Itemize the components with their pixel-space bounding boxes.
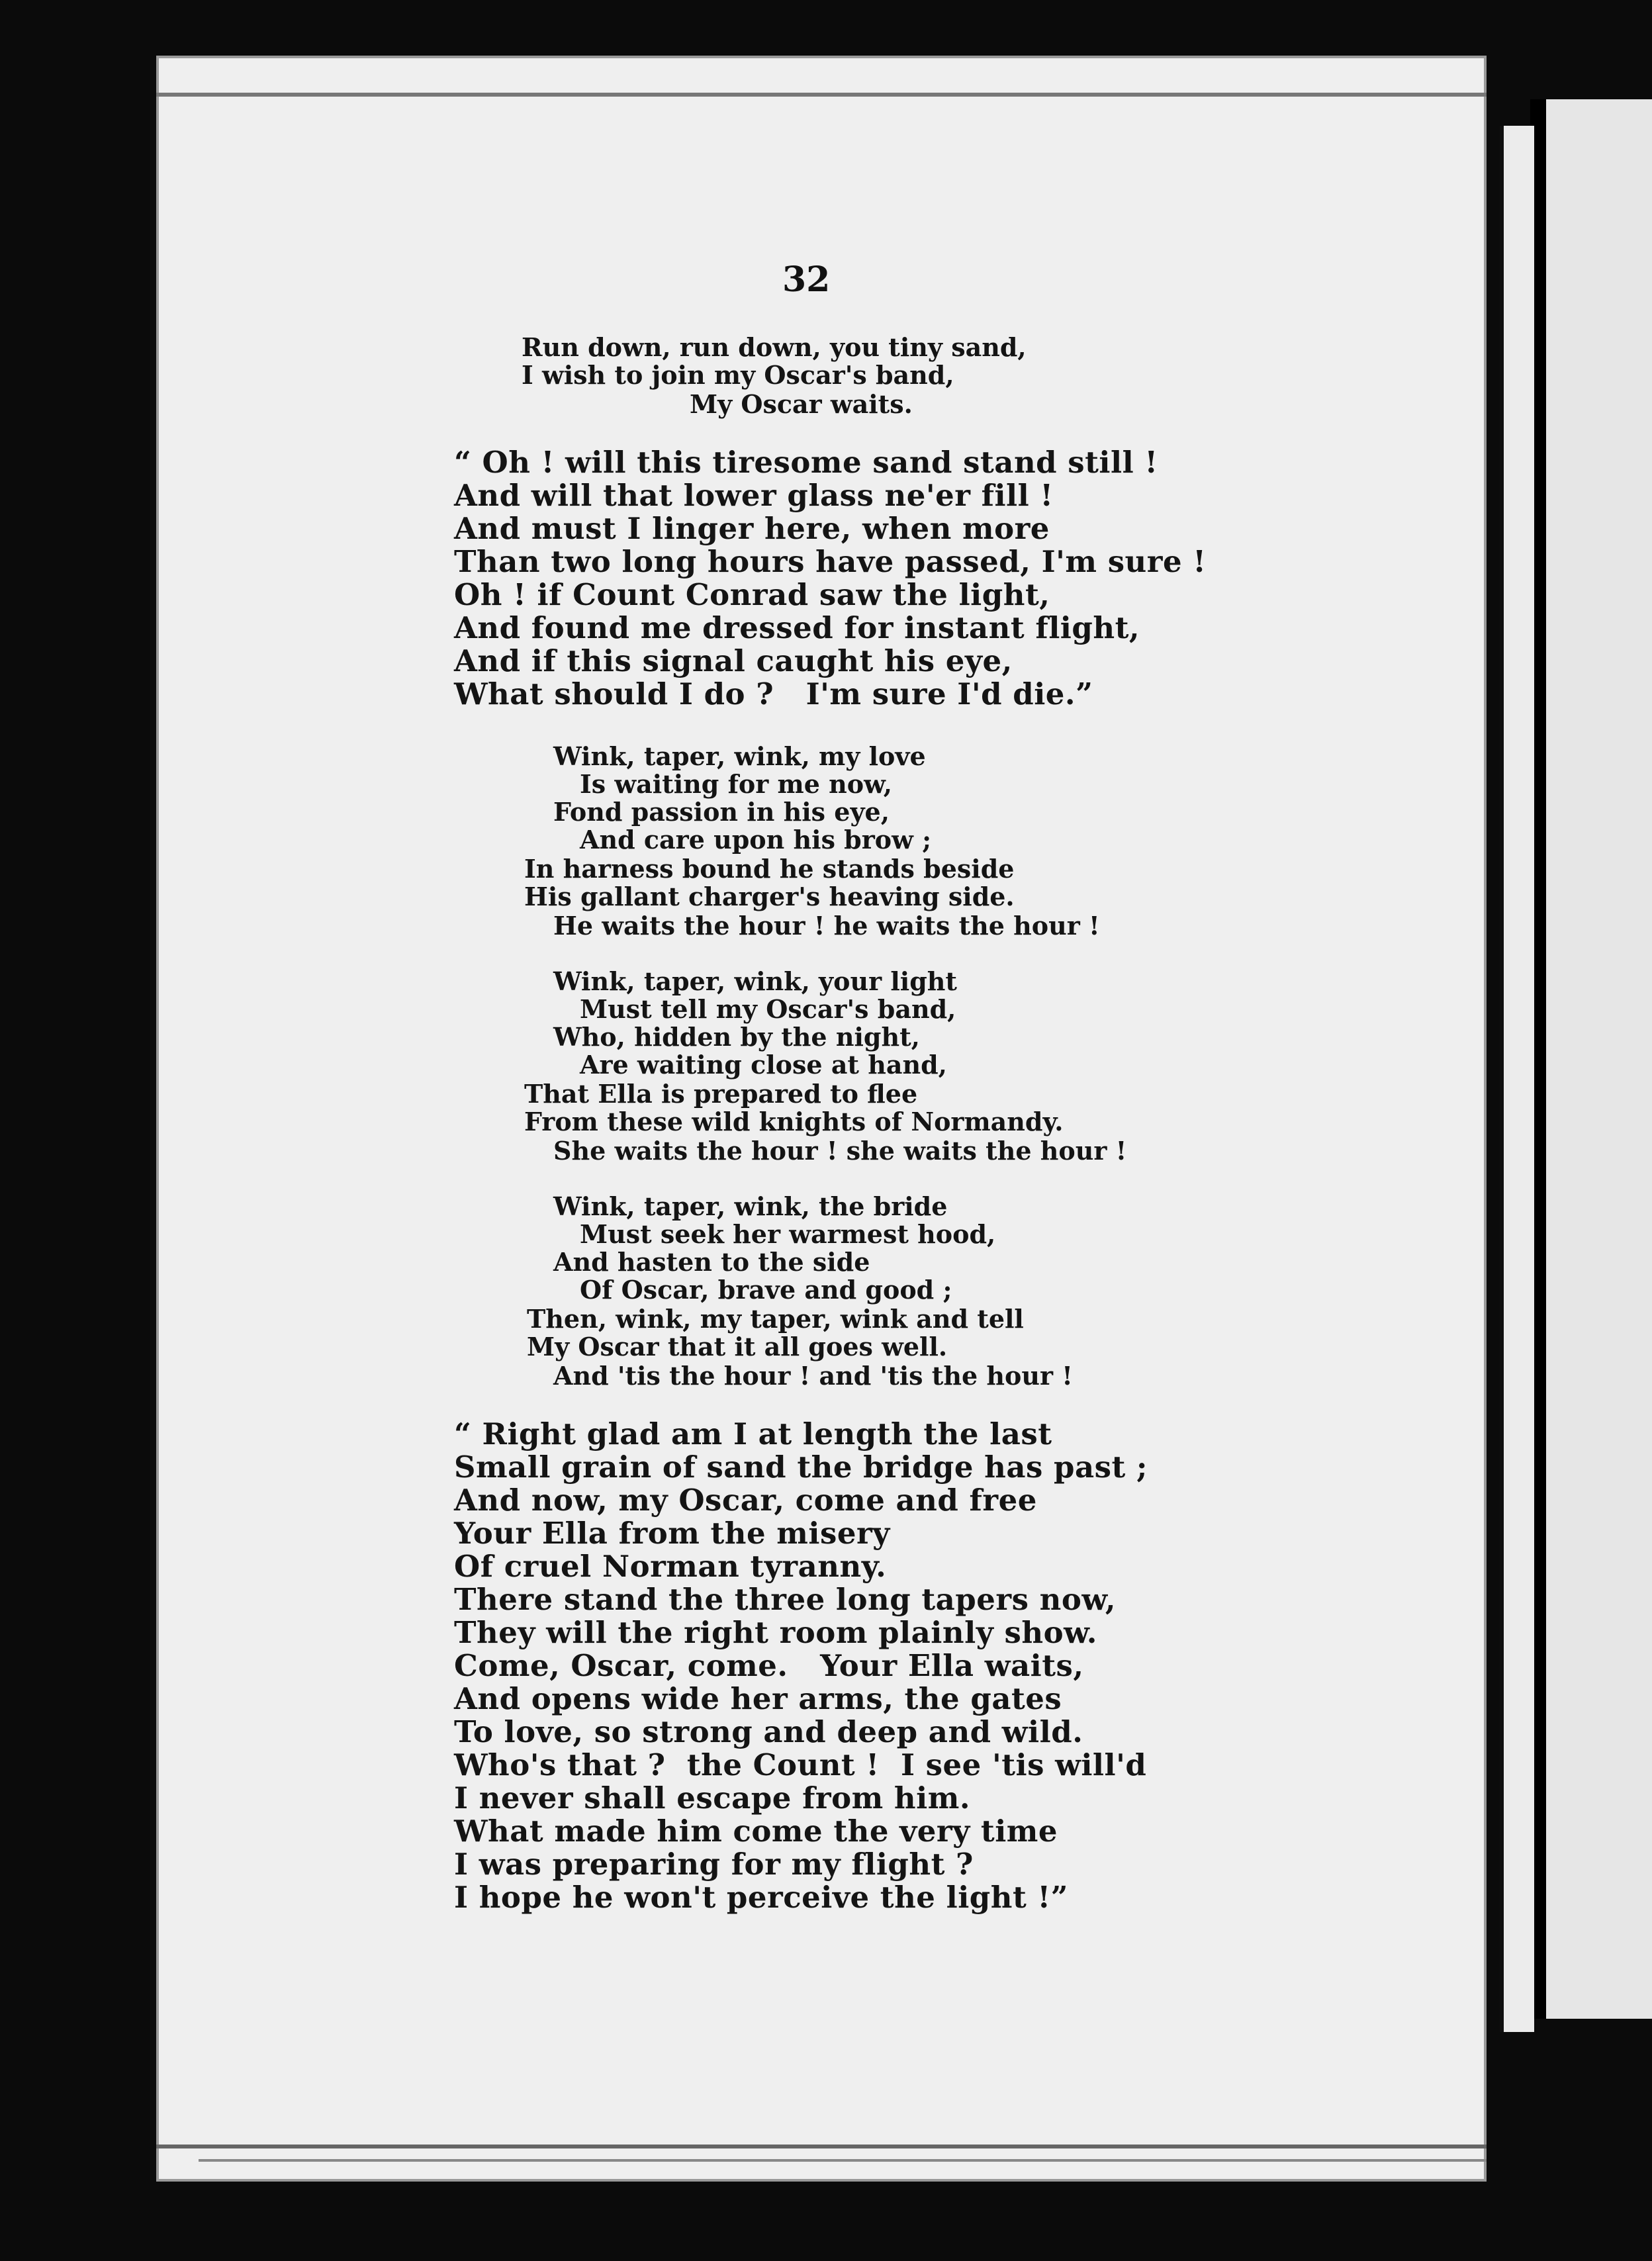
poem-line: Oh ! if Count Conrad saw the light, bbox=[454, 577, 1050, 612]
poem-line: And 'tis the hour ! and 'tis the hour ! bbox=[553, 1361, 1073, 1391]
poem-line: Come, Oscar, come. Your Ella waits, bbox=[454, 1648, 1084, 1683]
poem-line: Wink, taper, wink, your light bbox=[553, 966, 957, 996]
poem-line: Of Oscar, brave and good ; bbox=[580, 1275, 952, 1305]
poem-line: My Oscar waits. bbox=[690, 389, 913, 419]
poem-line: And care upon his brow ; bbox=[580, 825, 932, 854]
poem-line: And opens wide her arms, the gates bbox=[454, 1681, 1062, 1716]
page-top-rule bbox=[156, 93, 1487, 97]
poem-line: And found me dressed for instant flight, bbox=[454, 610, 1140, 645]
poem-line: Must tell my Oscar's band, bbox=[580, 994, 956, 1024]
poem-line: And now, my Oscar, come and free bbox=[454, 1483, 1037, 1518]
page-bottom-rule-2 bbox=[199, 2159, 1487, 2162]
poem-line: “ Right glad am I at length the last bbox=[454, 1416, 1052, 1452]
poem-line: Wink, taper, wink, my love bbox=[553, 741, 926, 771]
next-page-edge bbox=[1530, 99, 1652, 2019]
poem-line: Than two long hours have passed, I'm sure ! bbox=[454, 544, 1207, 579]
poem-line: Is waiting for me now, bbox=[580, 769, 892, 799]
poem-line: Are waiting close at hand, bbox=[580, 1050, 947, 1080]
poem-line: “ Oh ! will this tiresome sand stand still ! bbox=[454, 445, 1158, 480]
poem-line: And if this signal caught his eye, bbox=[454, 643, 1013, 678]
binding-strip bbox=[1500, 126, 1534, 2032]
poem-line: Small grain of sand the bridge has past ; bbox=[454, 1450, 1148, 1485]
poem-line: I never shall escape from him. bbox=[454, 1780, 971, 1816]
poem-line: Who, hidden by the night, bbox=[553, 1022, 920, 1052]
poem-line: Must seek her warmest hood, bbox=[580, 1219, 996, 1249]
poem-line: What should I do ? I'm sure I'd die.” bbox=[454, 676, 1093, 712]
poem-line: He waits the hour ! he waits the hour ! bbox=[553, 911, 1100, 941]
poem-line: In harness bound he stands beside bbox=[524, 854, 1015, 884]
poem-line: To love, so strong and deep and wild. bbox=[454, 1714, 1083, 1749]
poem-line: I hope he won't perceive the light !” bbox=[454, 1880, 1069, 1915]
poem-line: Fond passion in his eye, bbox=[553, 797, 890, 827]
poem-line: What made him come the very time bbox=[454, 1814, 1058, 1849]
poem-line: His gallant charger's heaving side. bbox=[524, 882, 1015, 911]
poem-line: Who's that ? the Count ! I see 'tis will'd bbox=[454, 1747, 1147, 1782]
poem-line: Then, wink, my taper, wink and tell bbox=[527, 1304, 1024, 1334]
poem-line: From these wild knights of Normandy. bbox=[524, 1107, 1064, 1136]
page-number: 32 bbox=[782, 259, 831, 300]
poem-line: I was preparing for my flight ? bbox=[454, 1847, 974, 1882]
poem-line: That Ella is prepared to flee bbox=[524, 1079, 918, 1109]
poem-line: And hasten to the side bbox=[553, 1247, 870, 1277]
page-bottom-rule bbox=[156, 2145, 1487, 2148]
poem-line: I wish to join my Oscar's band, bbox=[522, 360, 954, 390]
poem-line: And must I linger here, when more bbox=[454, 511, 1050, 546]
poem-line: Run down, run down, you tiny sand, bbox=[522, 332, 1027, 362]
poem-line: Of cruel Norman tyranny. bbox=[454, 1549, 887, 1584]
poem-line: They will the right room plainly show. bbox=[454, 1615, 1097, 1650]
poem-line: And will that lower glass ne'er fill ! bbox=[454, 478, 1054, 513]
poem-line: She waits the hour ! she waits the hour ! bbox=[553, 1136, 1127, 1166]
poem-line: There stand the three long tapers now, bbox=[454, 1582, 1117, 1617]
poem-line: Wink, taper, wink, the bride bbox=[553, 1191, 948, 1221]
poem-line: Your Ella from the misery bbox=[454, 1516, 890, 1551]
poem-line: My Oscar that it all goes well. bbox=[527, 1332, 948, 1361]
